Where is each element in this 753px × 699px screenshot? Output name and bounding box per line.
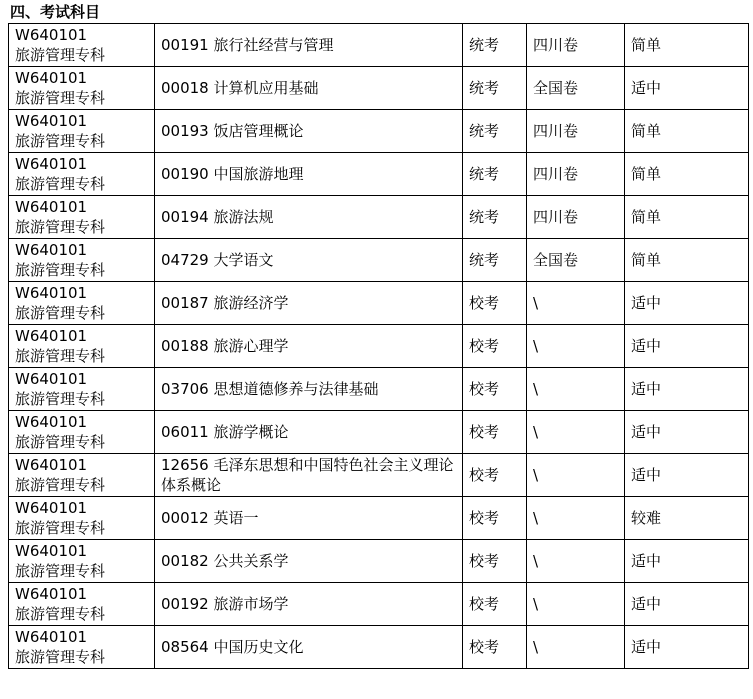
paper-cell: \ [527, 540, 625, 583]
exam-type-cell: 校考 [463, 454, 527, 497]
difficulty-cell: 简单 [625, 24, 749, 67]
major-name: 旅游管理专科 [15, 46, 106, 64]
course-cell: 08564 中国历史文化 [155, 626, 463, 669]
exam-type-cell: 统考 [463, 67, 527, 110]
table-row [9, 24, 749, 67]
major-cell [9, 325, 155, 368]
major-code: W640101 [15, 542, 88, 560]
paper-cell: 全国卷 [527, 239, 625, 282]
major-code: W640101 [15, 155, 88, 173]
major-cell [9, 67, 155, 110]
table-row [9, 411, 749, 454]
major-cell [9, 196, 155, 239]
difficulty-cell: 较难 [625, 497, 749, 540]
course-cell: 04729 大学语文 [155, 239, 463, 282]
difficulty-cell: 简单 [625, 196, 749, 239]
difficulty-cell: 适中 [625, 626, 749, 669]
major-code: W640101 [15, 370, 88, 388]
course-cell: 00012 英语一 [155, 497, 463, 540]
paper-cell: 四川卷 [527, 24, 625, 67]
difficulty-cell: 简单 [625, 110, 749, 153]
course-cell: 00191 旅行社经营与管理 [155, 24, 463, 67]
major-code: W640101 [15, 26, 88, 44]
major-cell [9, 626, 155, 669]
exam-type-cell: 校考 [463, 540, 527, 583]
major-name: 旅游管理专科 [15, 562, 106, 580]
exam-type-cell: 校考 [463, 626, 527, 669]
difficulty-cell: 适中 [625, 67, 749, 110]
course-cell: 00182 公共关系学 [155, 540, 463, 583]
paper-cell: 全国卷 [527, 67, 625, 110]
paper-cell: 四川卷 [527, 110, 625, 153]
major-cell [9, 540, 155, 583]
paper-cell: \ [527, 497, 625, 540]
major-name: 旅游管理专科 [15, 175, 106, 193]
major-name: 旅游管理专科 [15, 347, 106, 365]
table-body [9, 24, 749, 669]
major-name: 旅游管理专科 [15, 476, 106, 494]
major-code: W640101 [15, 585, 88, 603]
paper-cell: \ [527, 325, 625, 368]
major-cell [9, 454, 155, 497]
major-name: 旅游管理专科 [15, 433, 106, 451]
course-cell: 00190 中国旅游地理 [155, 153, 463, 196]
paper-cell: \ [527, 368, 625, 411]
course-cell: 03706 思想道德修养与法律基础 [155, 368, 463, 411]
major-cell [9, 153, 155, 196]
major-name: 旅游管理专科 [15, 132, 106, 150]
difficulty-cell: 适中 [625, 325, 749, 368]
table-row [9, 153, 749, 196]
difficulty-cell: 适中 [625, 540, 749, 583]
major-cell [9, 583, 155, 626]
exam-type-cell: 统考 [463, 196, 527, 239]
table-row [9, 239, 749, 282]
major-cell [9, 411, 155, 454]
table-row [9, 325, 749, 368]
major-code: W640101 [15, 628, 88, 646]
major-code: W640101 [15, 327, 88, 345]
major-code: W640101 [15, 69, 88, 87]
course-cell: 00192 旅游市场学 [155, 583, 463, 626]
paper-cell: \ [527, 454, 625, 497]
difficulty-cell: 适中 [625, 368, 749, 411]
major-code: W640101 [15, 241, 88, 259]
difficulty-cell: 适中 [625, 282, 749, 325]
major-code: W640101 [15, 499, 88, 517]
major-cell [9, 368, 155, 411]
major-name: 旅游管理专科 [15, 390, 106, 408]
exam-type-cell: 统考 [463, 110, 527, 153]
major-name: 旅游管理专科 [15, 304, 106, 322]
major-name: 旅游管理专科 [15, 218, 106, 236]
table-row [9, 540, 749, 583]
major-cell [9, 110, 155, 153]
section-heading: 四、考试科目 [10, 3, 101, 21]
major-cell [9, 239, 155, 282]
table-row [9, 497, 749, 540]
major-cell [9, 282, 155, 325]
table-row [9, 368, 749, 411]
difficulty-cell: 适中 [625, 411, 749, 454]
difficulty-cell: 简单 [625, 153, 749, 196]
exam-type-cell: 校考 [463, 583, 527, 626]
major-code: W640101 [15, 198, 88, 216]
exam-type-cell: 校考 [463, 411, 527, 454]
exam-type-cell: 统考 [463, 153, 527, 196]
paper-cell: \ [527, 626, 625, 669]
course-cell: 00018 计算机应用基础 [155, 67, 463, 110]
course-cell: 00187 旅游经济学 [155, 282, 463, 325]
major-cell [9, 24, 155, 67]
exam-type-cell: 校考 [463, 497, 527, 540]
table-row [9, 583, 749, 626]
exam-type-cell: 统考 [463, 24, 527, 67]
major-name: 旅游管理专科 [15, 605, 106, 623]
exam-type-cell: 校考 [463, 282, 527, 325]
paper-cell: \ [527, 411, 625, 454]
major-code: W640101 [15, 284, 88, 302]
table-row [9, 626, 749, 669]
table-row [9, 110, 749, 153]
major-code: W640101 [15, 456, 88, 474]
exam-subjects-table [8, 23, 749, 669]
table-row [9, 196, 749, 239]
course-cell: 12656 毛泽东思想和中国特色社会主义理论体系概论 [155, 454, 463, 497]
table-row [9, 454, 749, 497]
major-cell [9, 497, 155, 540]
major-code: W640101 [15, 112, 88, 130]
difficulty-cell: 简单 [625, 239, 749, 282]
course-cell: 00188 旅游心理学 [155, 325, 463, 368]
table-row [9, 282, 749, 325]
major-name: 旅游管理专科 [15, 261, 106, 279]
exam-type-cell: 校考 [463, 368, 527, 411]
major-name: 旅游管理专科 [15, 519, 106, 537]
difficulty-cell: 适中 [625, 454, 749, 497]
paper-cell: \ [527, 583, 625, 626]
major-name: 旅游管理专科 [15, 89, 106, 107]
paper-cell: 四川卷 [527, 153, 625, 196]
course-cell: 00194 旅游法规 [155, 196, 463, 239]
paper-cell: \ [527, 282, 625, 325]
major-code: W640101 [15, 413, 88, 431]
course-cell: 06011 旅游学概论 [155, 411, 463, 454]
major-name: 旅游管理专科 [15, 648, 106, 666]
table-row [9, 67, 749, 110]
course-cell: 00193 饭店管理概论 [155, 110, 463, 153]
exam-type-cell: 校考 [463, 325, 527, 368]
paper-cell: 四川卷 [527, 196, 625, 239]
difficulty-cell: 适中 [625, 583, 749, 626]
exam-type-cell: 统考 [463, 239, 527, 282]
